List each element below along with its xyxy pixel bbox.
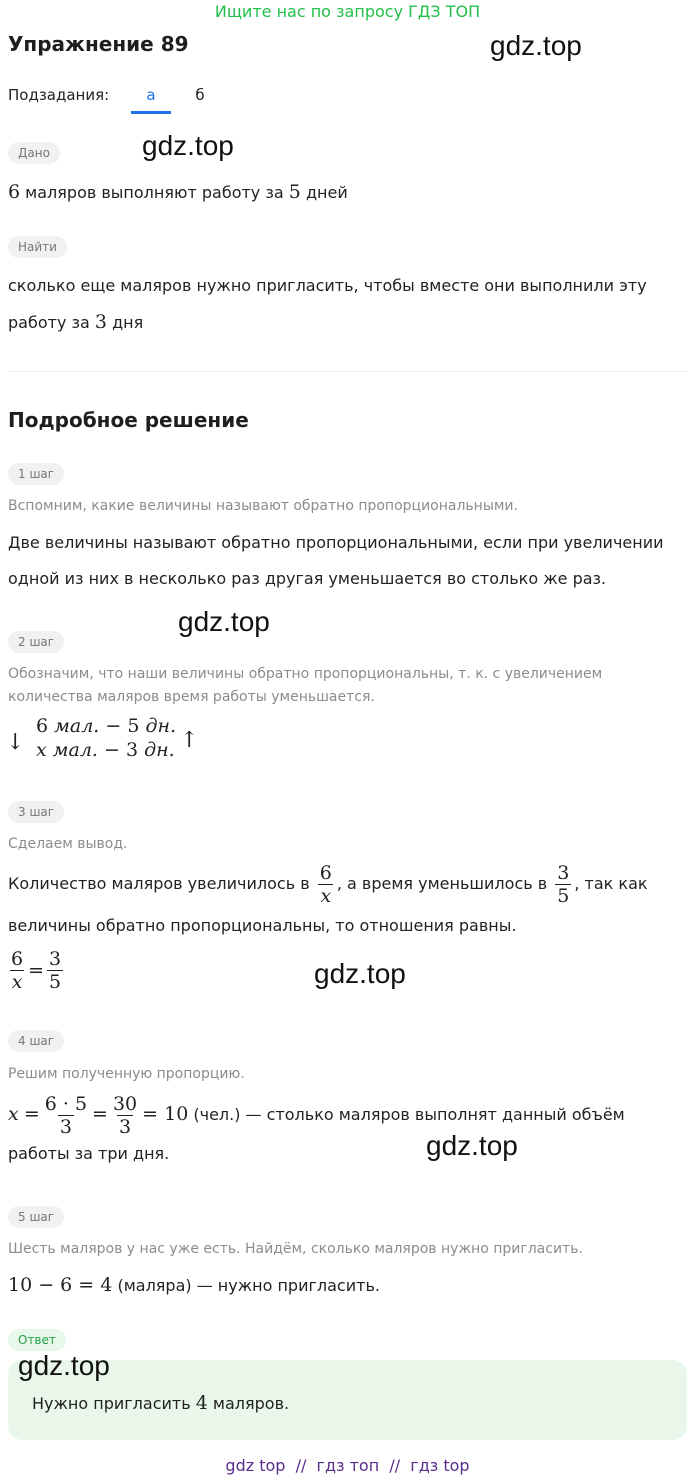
proportion-variable: x: [36, 739, 47, 761]
fraction-6-over-x: [318, 862, 334, 907]
fraction-denominator: 5: [49, 971, 62, 993]
step-5-badge: 5 шаг: [8, 1206, 64, 1228]
step-2-hint-line1: Обозначим, что наши величины обратно пропорциональны, т. к. с увеличением: [8, 666, 603, 682]
equals-sign: =: [92, 1103, 108, 1125]
variable-x: x: [8, 1103, 19, 1125]
watermark: gdz.top: [490, 30, 582, 61]
fraction-30-over-3: [111, 1093, 139, 1138]
step-5-text-part: (маляра) — нужно пригласить.: [112, 1276, 380, 1295]
step-1-hint: Вспомним, какие величины называют обратно пропорциональными.: [8, 498, 518, 514]
step-4-badge: 4 шаг: [8, 1030, 64, 1052]
fraction-numerator: 6 · 5: [44, 1093, 88, 1115]
proportion-row-2: [36, 738, 176, 762]
section-divider: [8, 371, 688, 372]
search-banner: Ищите нас по запросу ГДЗ ТОП: [214, 2, 481, 21]
step-4-text-part: (чел.) — столько маляров выполнят данный объём: [188, 1105, 625, 1124]
proportion-unit: мал.: [46, 739, 105, 761]
fraction-denominator: 3: [59, 1116, 72, 1138]
given-badge: Дано: [8, 142, 60, 164]
proportion-unit: дн.: [138, 739, 175, 761]
step-3-text-part: , так как: [574, 874, 648, 893]
fraction-6x5-over-3: [43, 1093, 89, 1138]
step-2-proportion-table: [36, 714, 176, 762]
step-1-badge: 1 шаг: [8, 463, 64, 485]
fraction-numerator: 3: [557, 862, 570, 884]
find-text-line1: сколько еще маляров нужно пригласить, чтобы вместе они выполнили эту: [8, 276, 647, 295]
result-value: = 10: [142, 1103, 189, 1125]
step-3-text-part: Количество маляров увеличилось в: [8, 874, 315, 893]
fraction-denominator: 3: [119, 1116, 132, 1138]
step-4-hint: Решим полученную пропорцию.: [8, 1066, 245, 1082]
equals-sign: =: [23, 1103, 40, 1125]
answer-text-part: маляров.: [207, 1394, 290, 1413]
find-text-part: работу за: [8, 313, 95, 332]
proportion-row-1: [36, 714, 176, 738]
step-3-badge: 3 шаг: [8, 801, 64, 823]
step-1-line1: Две величины называют обратно пропорциональными, если при увеличении: [8, 533, 664, 552]
answer-number: 4: [195, 1392, 208, 1414]
find-text-line2: [8, 304, 143, 341]
fraction-3-over-5: [47, 948, 63, 993]
find-text-part: дня: [106, 313, 144, 332]
fraction-denominator: x: [320, 885, 332, 907]
step-5-line: [8, 1267, 380, 1304]
footer-links[interactable]: gdz top // гдз топ // гдз top: [225, 1456, 470, 1475]
given-text-part: дней: [300, 183, 348, 202]
watermark: gdz.top: [18, 1350, 110, 1381]
solution-title: Подробное решение: [8, 408, 249, 432]
step-3-hint: Сделаем вывод.: [8, 836, 128, 852]
step-1-line2: одной из них в несколько раз другая уменьшается во столько же раз.: [8, 569, 607, 588]
active-tab-underline: [131, 111, 171, 114]
subtasks-label: Подзадания:: [8, 86, 110, 104]
fraction-denominator: x: [11, 971, 23, 993]
step-4-line2: работы за три дня.: [8, 1144, 170, 1163]
tab-subtask-b[interactable]: б: [195, 86, 205, 104]
given-number: 5: [288, 181, 301, 203]
fraction-numerator: 30: [112, 1093, 138, 1115]
find-number: 3: [94, 311, 107, 333]
fraction-denominator: 5: [557, 885, 570, 907]
answer-text-part: Нужно пригласить: [32, 1394, 196, 1413]
given-text-part: маляров выполняют работу за: [20, 183, 289, 202]
proportion-value: 6: [36, 715, 49, 737]
watermark: gdz.top: [426, 1130, 518, 1161]
proportion-value: − 3: [104, 739, 139, 761]
step-3-text-part: , а время уменьшилось в: [336, 874, 553, 893]
find-badge: Найти: [8, 236, 67, 258]
step-3-line2: величины обратно пропорциональны, то отношения равны.: [8, 916, 517, 935]
step-5-hint: Шесть маляров у нас уже есть. Найдём, сколько маляров нужно пригласить.: [8, 1241, 583, 1257]
fraction-6-over-x: [9, 948, 25, 993]
step-2-hint-line2: количества маляров время работы уменьшается.: [8, 689, 375, 705]
watermark: gdz.top: [314, 958, 406, 989]
arrow-down-icon: ↓: [6, 730, 25, 755]
fraction-3-over-5: [555, 862, 571, 907]
step-5-expression: 10 − 6 = 4: [8, 1274, 113, 1296]
step-4-line1: [8, 1088, 625, 1141]
watermark: gdz.top: [142, 130, 234, 161]
given-number: 6: [8, 181, 21, 203]
answer-text: [32, 1385, 289, 1422]
proportion-unit: мал.: [48, 715, 106, 737]
proportion-unit: дн.: [139, 715, 177, 737]
answer-badge: Ответ: [8, 1329, 66, 1351]
arrow-up-icon: ↑: [180, 728, 199, 753]
tab-subtask-a[interactable]: а: [146, 86, 156, 104]
step-2-badge: 2 шаг: [8, 631, 64, 653]
fraction-numerator: 6: [11, 948, 24, 970]
given-text: [8, 174, 348, 211]
step-3-equation: [6, 948, 66, 993]
watermark: gdz.top: [178, 606, 270, 637]
fraction-numerator: 3: [49, 948, 62, 970]
page-title: Упражнение 89: [8, 32, 189, 56]
equals-sign: =: [28, 959, 45, 982]
proportion-value: − 5: [105, 715, 140, 737]
step-3-line1: [8, 858, 648, 910]
fraction-numerator: 6: [319, 862, 332, 884]
